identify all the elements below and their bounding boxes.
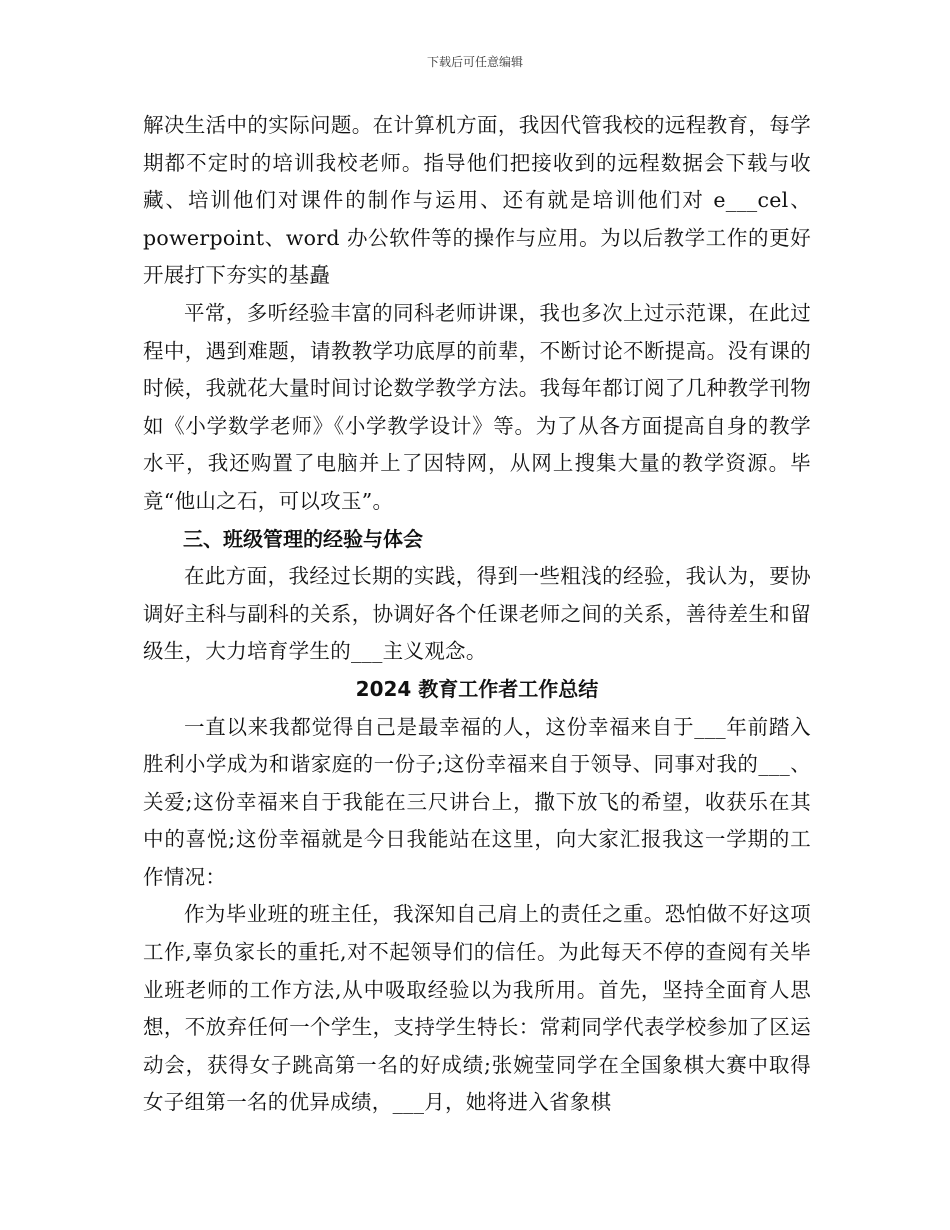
paragraph-self-improvement: 平常，多听经验丰富的同科老师讲课，我也多次上过示范课，在此过程中，遇到难题，请教教学功底厚的前辈，不断讨论不断提高。没有课的时候，我就花大量时间讨论数学教学方法。我每年都订阅了几种教学刊物如《小学数学老师》《小学教学设计》等。为了从各方面提高自身的教学水平，我还购置了电脑并上了因特网，从网上搜集大量的教学资源。毕竟“他山之石，可以攻玉”。: [143, 300, 811, 513]
paragraph-introduction: 一直以来我都觉得自己是最幸福的人，这份幸福来自于___年前踏入胜利小学成为和谐家庭的一份子;这份幸福来自于领导、同事对我的___、关爱;这份幸福来自于我能在三尺讲台上，撒下放飞的希望，收获乐在其中的喜悦;这份幸福就是今日我能站在这里，向大家汇报我这一学期的工作情况：: [143, 714, 811, 889]
section-heading-class-management: 三、班级管理的经验与体会: [183, 526, 423, 551]
document-title: 2024 教育工作者工作总结: [355, 676, 599, 701]
page-header: 下载后可任意编辑: [426, 55, 523, 69]
paragraph-computer-training: 解决生活中的实际问题。在计算机方面，我因代管我校的远程教育，每学期都不定时的培训我校老师。指导他们把接收到的远程数据会下载与收藏、培训他们对课件的制作与运用、还有就是培训他们对 e___cel、powerpoint、word 办公软件等的操作与应用。为以后教学工作的更好开展打下夯实的基矗: [143, 113, 811, 288]
document-body: [143, 107, 811, 1122]
paragraph-class-management: 在此方面，我经过长期的实践，得到一些粗浅的经验，我认为，要协调好主科与副科的关系，协调好各个任课老师之间的关系，善待差生和留级生，大力培育学生的___主义观念。: [143, 564, 811, 664]
paragraph-head-teacher: 作为毕业班的班主任，我深知自己肩上的责任之重。恐怕做不好这项工作,辜负家长的重托,对不起领导们的信任。为此每天不停的查阅有关毕业班老师的工作方法,从中吸取经验以为我所用。首先，坚持全面育人思想，不放弃任何一个学生，支持学生特长：常莉同学代表学校参加了区运动会，获得女子跳高第一名的好成绩;张婉莹同学在全国象棋大赛中取得女子组第一名的优异成绩，___月，她将进入省象棋: [143, 902, 811, 1115]
